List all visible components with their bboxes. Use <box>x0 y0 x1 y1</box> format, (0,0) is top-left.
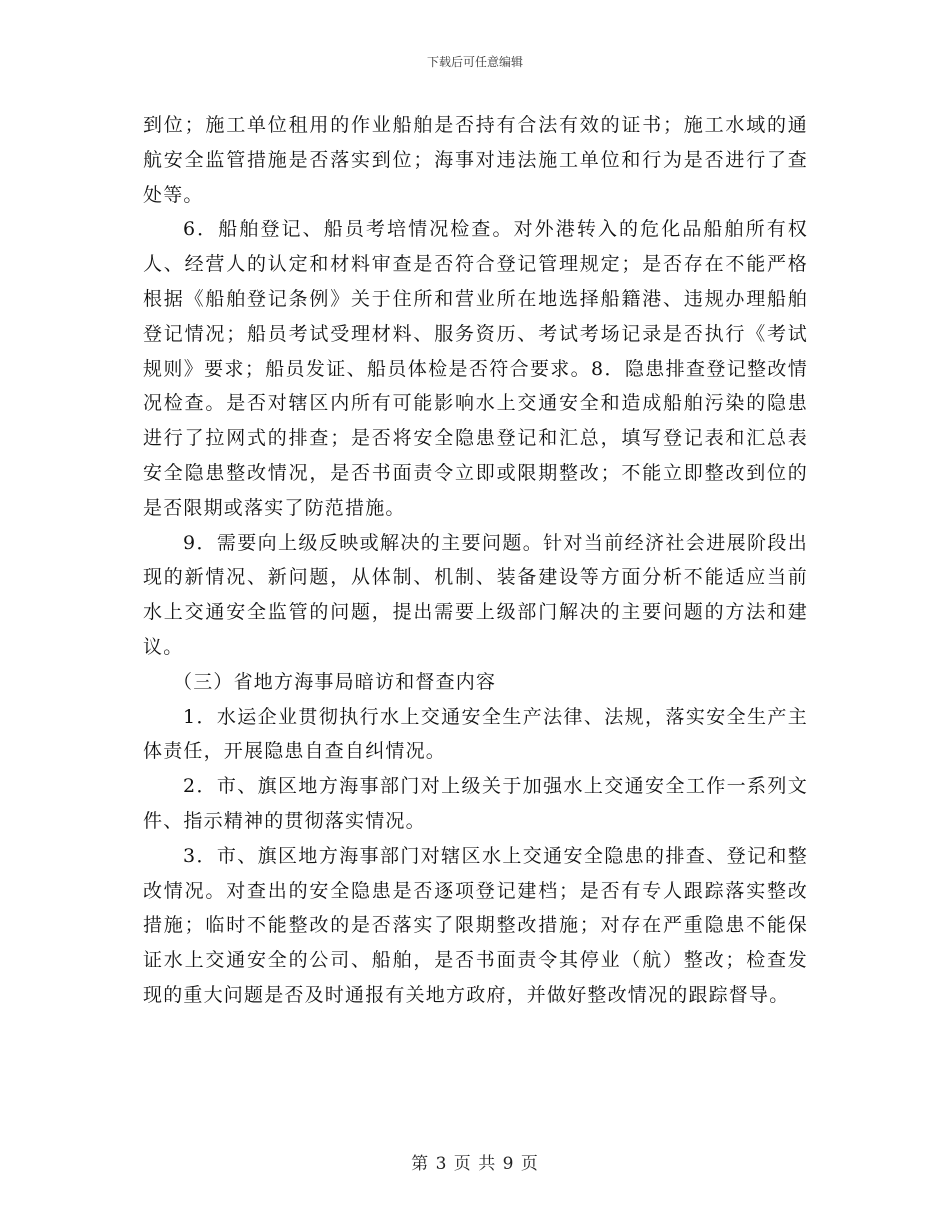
footer-total-pages: 9 <box>502 1154 515 1174</box>
paragraph-continuation: 到位；施工单位租用的作业船舶是否持有合法有效的证书；施工水域的通航安全监管措施是否落实到位；海事对违法施工单位和行为是否进行了查处等。 <box>143 114 808 206</box>
page-footer <box>0 1153 950 1175</box>
footer-prefix: 第 <box>411 1154 430 1174</box>
footer-middle: 页 共 <box>453 1154 497 1174</box>
paragraph-item-9: 9．需要向上级反映或解决的主要问题。针对当前经济社会进展阶段出现的新情况、新问题，从体制、机制、装备建设等方面分析不能适应当前水上交通安全监管的问题，提出需要上级部门解决的主要问题的方法和建议。 <box>143 531 808 658</box>
paragraph-item-3: 3．市、旗区地方海事部门对辖区水上交通安全隐患的排查、登记和整改情况。对查出的安全隐患是否逐项登记建档；是否有专人跟踪落实整改措施；临时不能整改的是否落实了限期整改措施；对存在严重隐患不能保证水上交通安全的公司、船舶，是否书面责令其停业（航）整改；检查发现的重大问题是否及时通报有关地方政府，并做好整改情况的跟踪督导。 <box>143 844 808 1006</box>
paragraph-item-2: 2．市、旗区地方海事部门对上级关于加强水上交通安全工作一系列文件、指示精神的贯彻落实情况。 <box>143 775 808 832</box>
paragraph-item-6-8: 6．船舶登记、船员考培情况检查。对外港转入的危化品船舶所有权人、经营人的认定和材料审查是否符合登记管理规定；是否存在不能严格根据《船舶登记条例》关于住所和营业所在地选择船籍港、违规办理船舶登记情况；船员考试受理材料、服务资历、考试考场记录是否执行《考试规则》要求；船员发证、船员体检是否符合要求。8．隐患排查登记整改情况检查。是否对辖区内所有可能影响水上交通安全和造成船舶污染的隐患进行了拉网式的排查；是否将安全隐患登记和汇总，填写登记表和汇总表安全隐患整改情况，是否书面责令立即或限期整改；不能立即整改到位的是否限期或落实了防范措施。 <box>143 218 808 519</box>
document-body <box>143 108 808 1013</box>
footer-page-number: 3 <box>435 1154 448 1174</box>
section-heading-3: （三）省地方海事局暗访和督查内容 <box>173 670 497 693</box>
paragraph-item-1: 1．水运企业贯彻执行水上交通安全生产法律、法规，落实安全生产主体责任，开展隐患自查自纠情况。 <box>143 705 808 763</box>
footer-suffix: 页 <box>520 1154 539 1174</box>
page-header: 下载后可任意编辑 <box>426 55 523 69</box>
